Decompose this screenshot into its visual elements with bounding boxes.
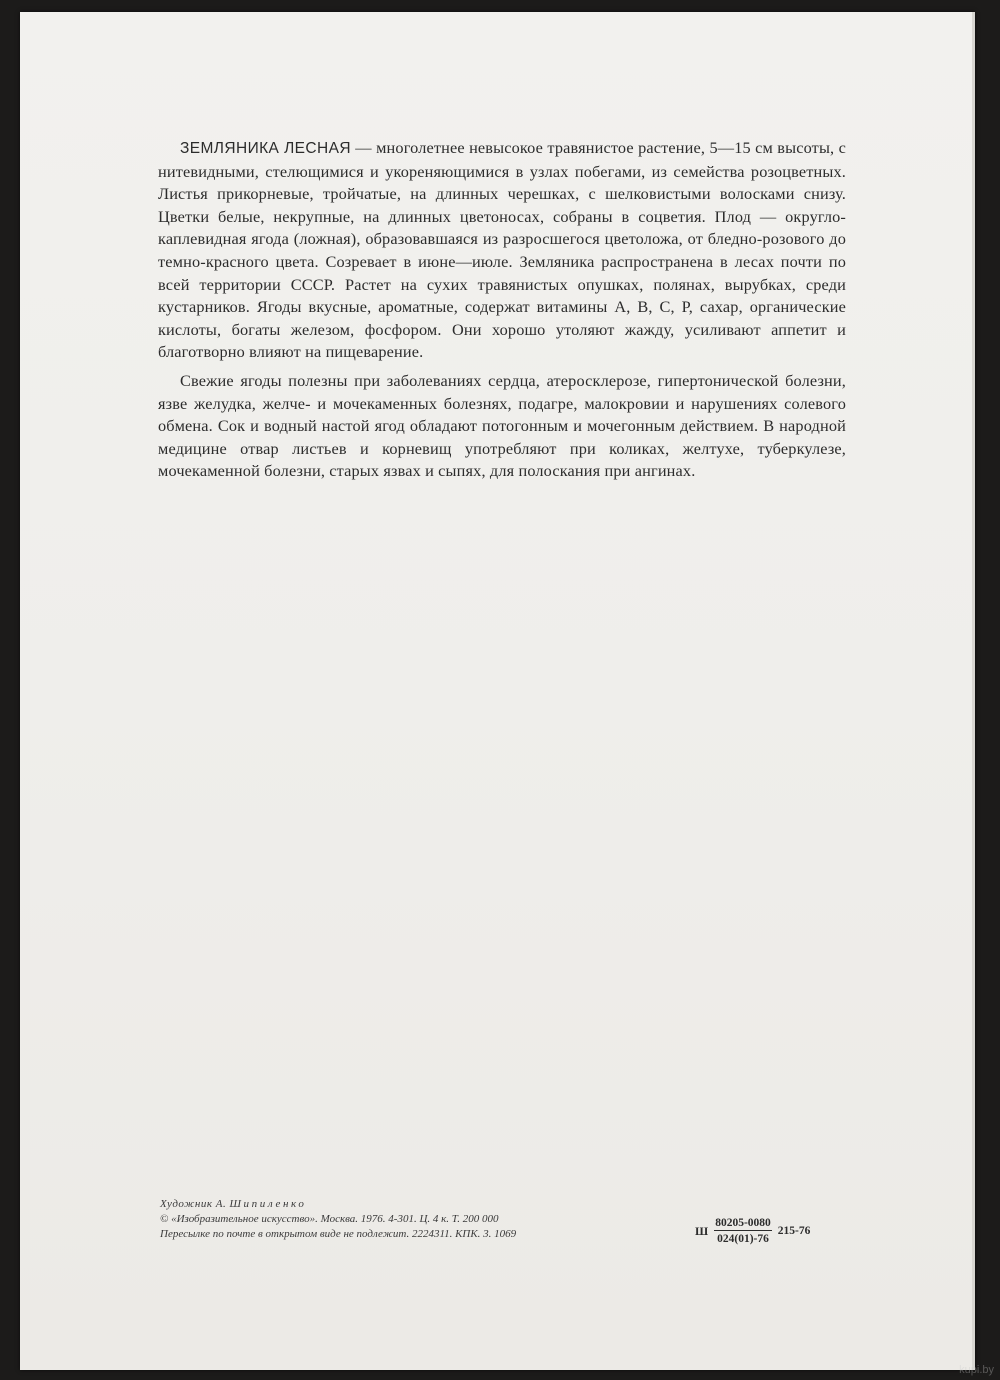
article-title: ЗЕМЛЯНИКА ЛЕСНАЯ [180, 140, 351, 157]
index-fraction [714, 1217, 772, 1245]
catalog-index-code [695, 1217, 810, 1245]
postal-note-line: Пересылке по почте в открытом виде не подлежит. 2224311. КПК. 3. 1069 [160, 1228, 517, 1240]
paragraph-1-text: — многолетнее невысокое травянистое растение, 5—15 см высоты, с нитевидными, стелющимися и укореняющимися в узлах побегами, из семейства розоцветных. Листья прикорневые, тройчатые, на длинных черешках, с шелковистыми волосками снизу. Цветки белые, некрупные, на длинных цветоносах, собраны в соцветия. Плод — округло-каплевидная ягода (ложная), образовавшаяся из разросшегося цветоложа, от бледно-розового до темно-красного цвета. Созревает в июне—июле. Земляника распространена в лесах почти по всей территории СССР. Растет на сухих травянистых опушках, полянах, вырубках, среди кустарников. Ягоды вкусные, ароматные, содержат витамины А, В, С, Р, сахар, органические кислоты, богаты железом, фосфором. Они хорошо утоляют жажду, усиливают аппетит и благотворно влияют на пищеварение. [158, 138, 846, 362]
index-denominator: 024(01)-76 [717, 1233, 769, 1245]
index-suffix: 215-76 [777, 1225, 811, 1237]
paragraph-1 [158, 137, 846, 364]
paragraph-2: Свежие ягоды полезны при заболеваниях сердца, атеросклерозе, гипертонической болезни, язве желудка, желче- и мочекаменных болезнях, подагре, малокровии и нарушениях солевого обмена. Сок и водный настой ягод обладают потогонным и мочегонным действием. В народной медицине отвар листьев и корневищ употребляют при коликах, желтухе, туберкулезе, мочекаменной болезни, старых язвах и сыпях, для полоскания при ангинах. [158, 370, 846, 481]
index-numerator: 80205-0080 [715, 1217, 771, 1229]
article-text [158, 137, 846, 483]
postcard-back [20, 12, 975, 1370]
index-prefix: Ш [695, 1223, 709, 1238]
artist-label: Художник А. [160, 1198, 230, 1210]
publisher-line: © «Изобразительное искусство». Москва. 1976. 4-301. Ц. 4 к. Т. 200 000 [160, 1213, 499, 1225]
site-watermark: kupi.by [959, 1364, 994, 1376]
artist-surname: Шипиленко [229, 1198, 307, 1210]
artist-credit [160, 1197, 860, 1212]
